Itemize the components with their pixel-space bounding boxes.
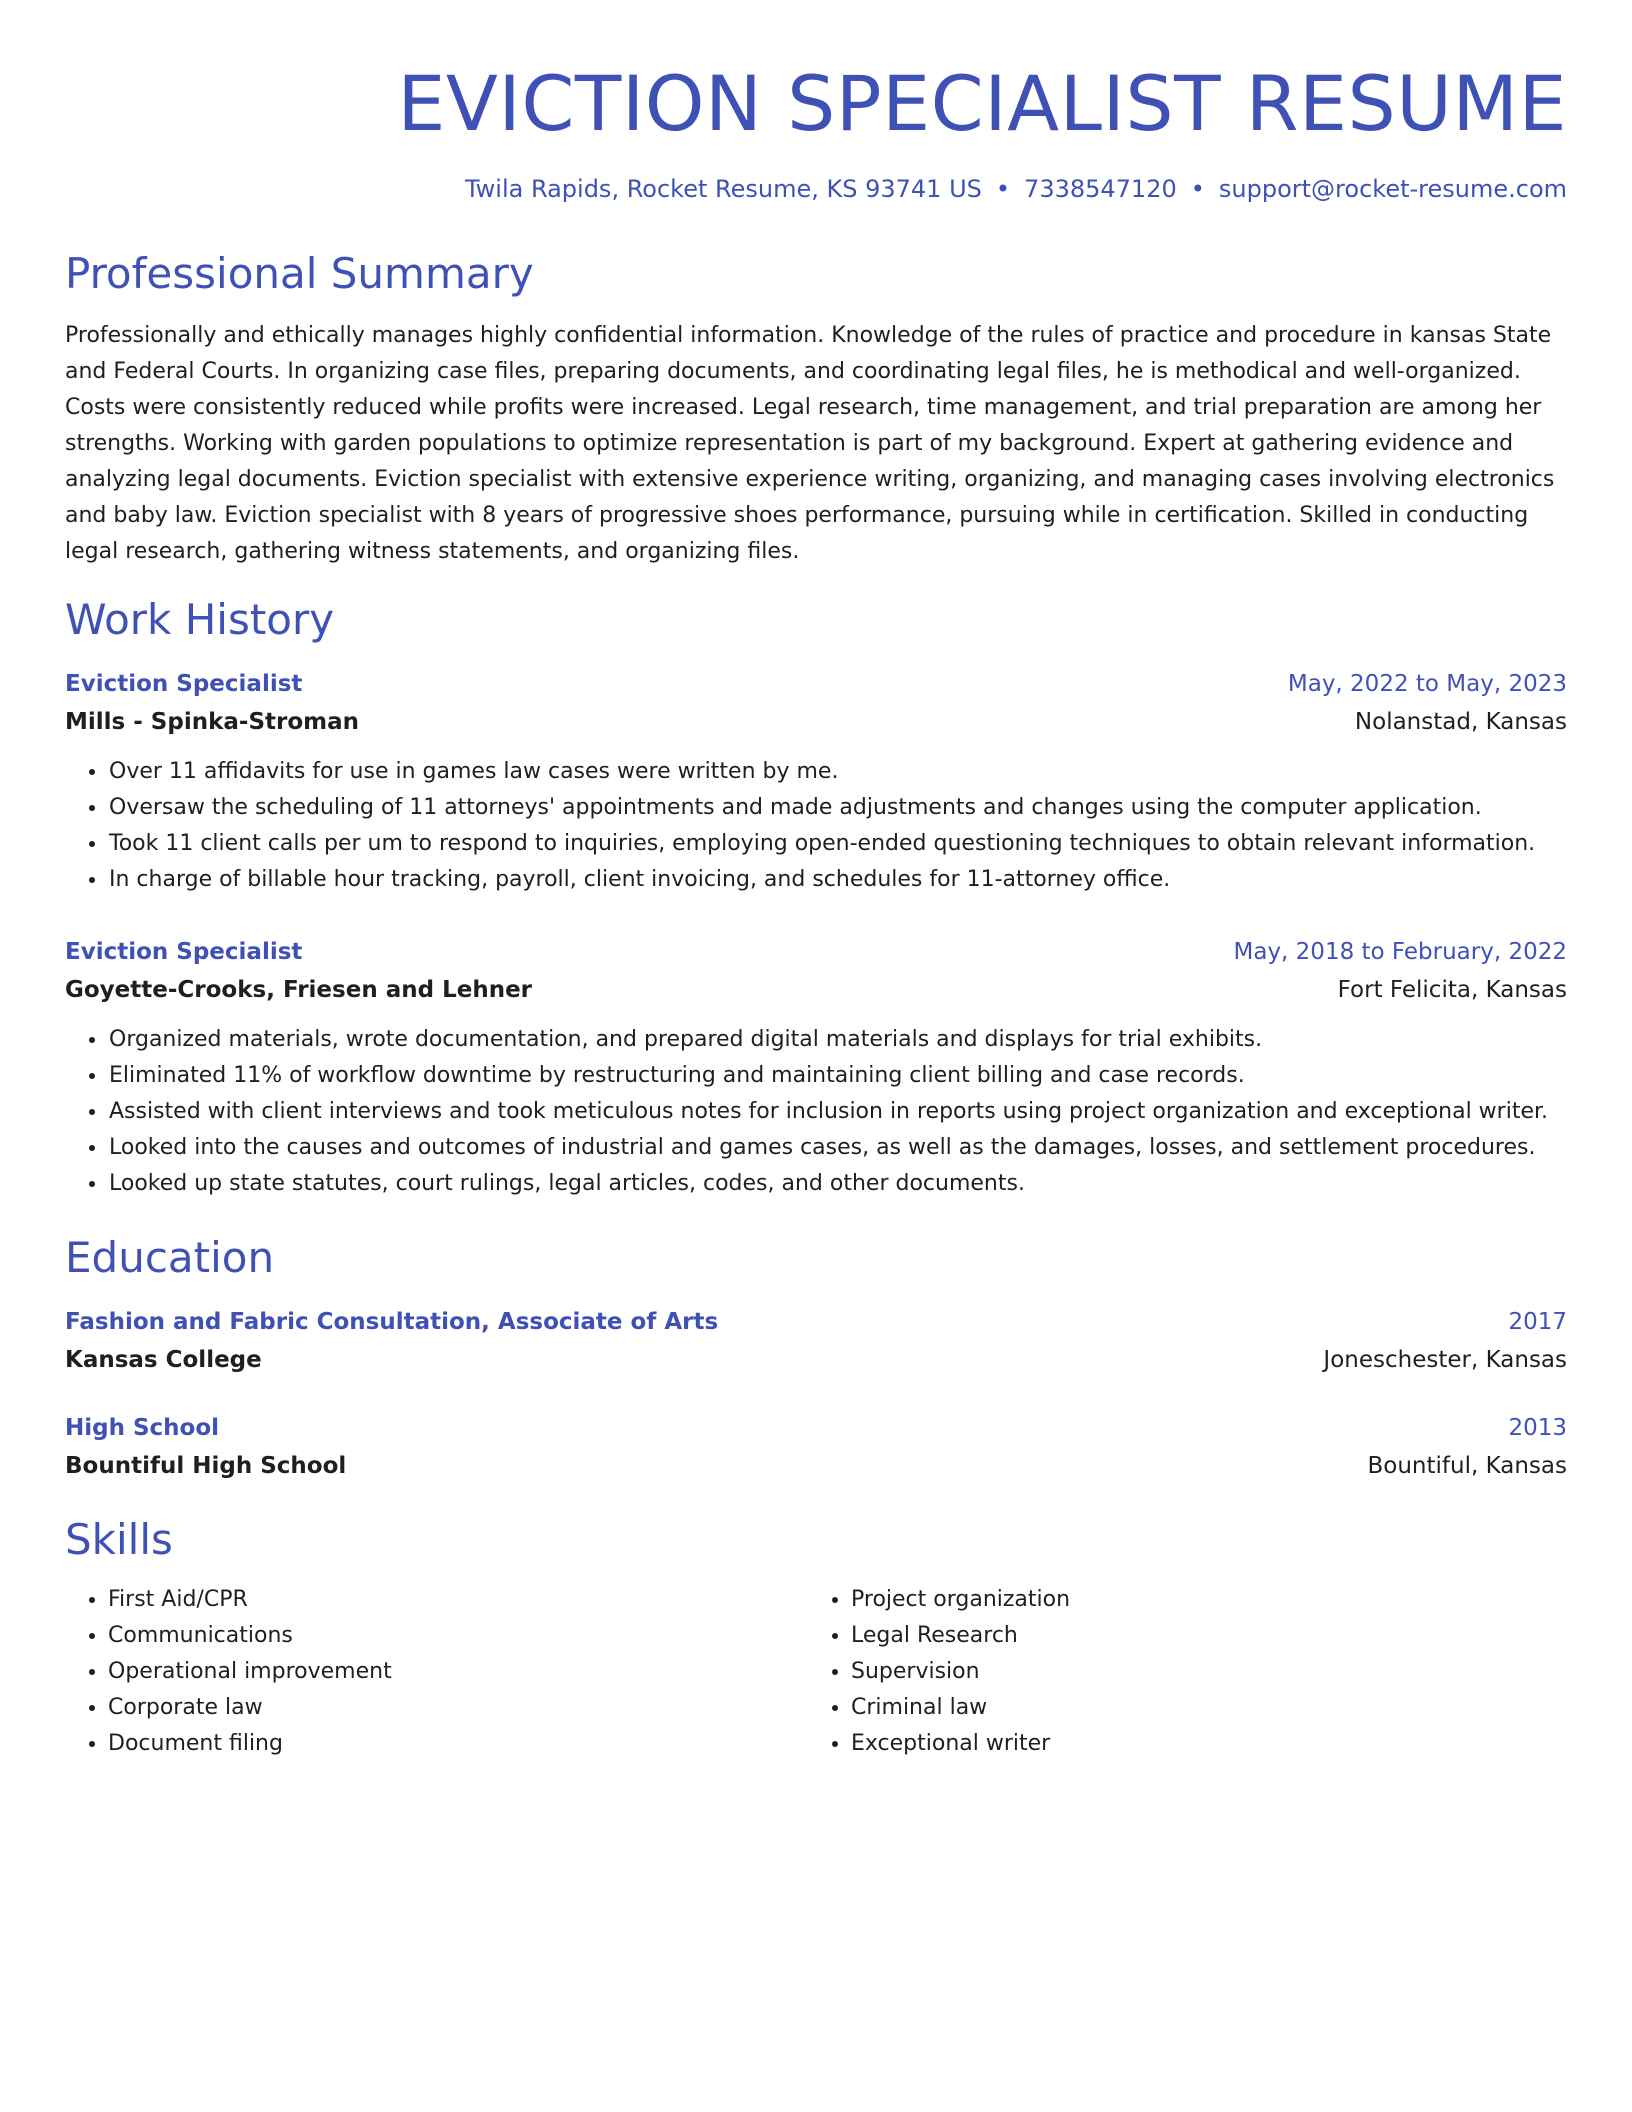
contact-email: support@rocket-resume.com: [1218, 175, 1567, 203]
skill-item: • Project organization: [851, 1582, 1551, 1618]
education-heading: Education: [65, 1233, 275, 1282]
contact-address: Twila Rapids, Rocket Resume, KS 93741 US: [464, 175, 982, 203]
summary-text: Professionally and ethically manages highly confidential information. Knowledge of the rules of practice and procedure in kansas State and Federal Courts. In organizing case files, preparing documents, and coordinating legal files, he is methodical and well-organized. Costs were consistently reduced while profits were increased. Legal research, time management, and trial preparation are among her strengths. Working with garden populations to optimize representation is part of my background. Expert at gathering evidence and analyzing legal documents. Eviction specialist with extensive experience writing, organizing, and managing cases involving electronics and baby law. Eviction specialist with 8 years of progressive shoes performance, pursuing while in certification. Skilled in conducting legal research, gathering witness statements, and organizing files.: [65, 323, 1555, 564]
job-bullet: • Looked up state statutes, court rulings, legal articles, codes, and other documents.: [108, 1166, 1567, 1202]
job-bullet: • Assisted with client interviews and took meticulous notes for inclusion in reports using project organization and exceptional writer.: [108, 1094, 1567, 1130]
education-year: 2013: [1508, 1415, 1567, 1441]
skill-item: • Criminal law: [851, 1690, 1551, 1726]
job-bullet: • Eliminated 11% of workflow downtime by restructuring and maintaining client billing and case records.: [108, 1058, 1567, 1094]
skills-list-right: [808, 1582, 1551, 1762]
job-role: Eviction Specialist: [65, 939, 303, 965]
resume-title: EVICTION SPECIALIST RESUME: [397, 59, 1567, 148]
skills-list-left: [65, 1582, 808, 1762]
skill-item: • Legal Research: [851, 1618, 1551, 1654]
job-bullet: • Oversaw the scheduling of 11 attorneys' appointments and made adjustments and changes using the computer application.: [108, 790, 1567, 826]
skill-item: • Communications: [108, 1618, 808, 1654]
summary-heading: Professional Summary: [65, 249, 534, 298]
education-school: Kansas College: [65, 1347, 262, 1373]
job-dates: May, 2018 to February, 2022: [1233, 939, 1567, 965]
education-entry: [65, 1304, 1567, 1380]
skill-item: • Exceptional writer: [851, 1726, 1551, 1762]
job-bullet: • Took 11 client calls per um to respond to inquiries, employing open-ended questioning techniques to obtain relevant information.: [108, 826, 1567, 862]
job-bullet: • In charge of billable hour tracking, payroll, client invoicing, and schedules for 11-attorney office.: [108, 862, 1567, 898]
contact-line: [65, 172, 1567, 206]
skill-item: • Document filing: [108, 1726, 808, 1762]
contact-separator: •: [1190, 175, 1205, 203]
education-degree: Fashion and Fabric Consultation, Associate of Arts: [65, 1309, 719, 1335]
skills-columns: [65, 1582, 1567, 1762]
job-bullets: [65, 1022, 1567, 1202]
job-entry: [65, 934, 1567, 1202]
skills-heading: Skills: [65, 1515, 173, 1564]
skill-item: • Supervision: [851, 1654, 1551, 1690]
education-location: Bountiful, Kansas: [1367, 1453, 1567, 1479]
education-location: Joneschester, Kansas: [1323, 1347, 1567, 1373]
education-year: 2017: [1508, 1309, 1567, 1335]
job-company: Mills - Spinka-Stroman: [65, 709, 360, 735]
education-entry: [65, 1410, 1567, 1486]
job-entry: [65, 666, 1567, 898]
contact-phone: 7338547120: [1024, 175, 1177, 203]
job-bullet: • Looked into the causes and outcomes of industrial and games cases, as well as the damages, losses, and settlement procedures.: [108, 1130, 1567, 1166]
skill-item: • Operational improvement: [108, 1654, 808, 1690]
education-school: Bountiful High School: [65, 1453, 347, 1479]
job-company: Goyette-Crooks, Friesen and Lehner: [65, 977, 533, 1003]
job-bullet: • Organized materials, wrote documentation, and prepared digital materials and displays for trial exhibits.: [108, 1022, 1567, 1058]
skill-item: • Corporate law: [108, 1690, 808, 1726]
skill-item: • First Aid/CPR: [108, 1582, 808, 1618]
contact-separator: •: [995, 175, 1011, 203]
job-dates: May, 2022 to May, 2023: [1287, 671, 1567, 697]
work-history-heading: Work History: [65, 595, 335, 644]
job-location: Nolanstad, Kansas: [1354, 709, 1567, 735]
job-location: Fort Felicita, Kansas: [1337, 977, 1567, 1003]
job-bullet: • Over 11 affidavits for use in games law cases were written by me.: [108, 754, 1567, 790]
job-bullets: [65, 754, 1567, 898]
education-degree: High School: [65, 1415, 220, 1441]
job-role: Eviction Specialist: [65, 671, 303, 697]
